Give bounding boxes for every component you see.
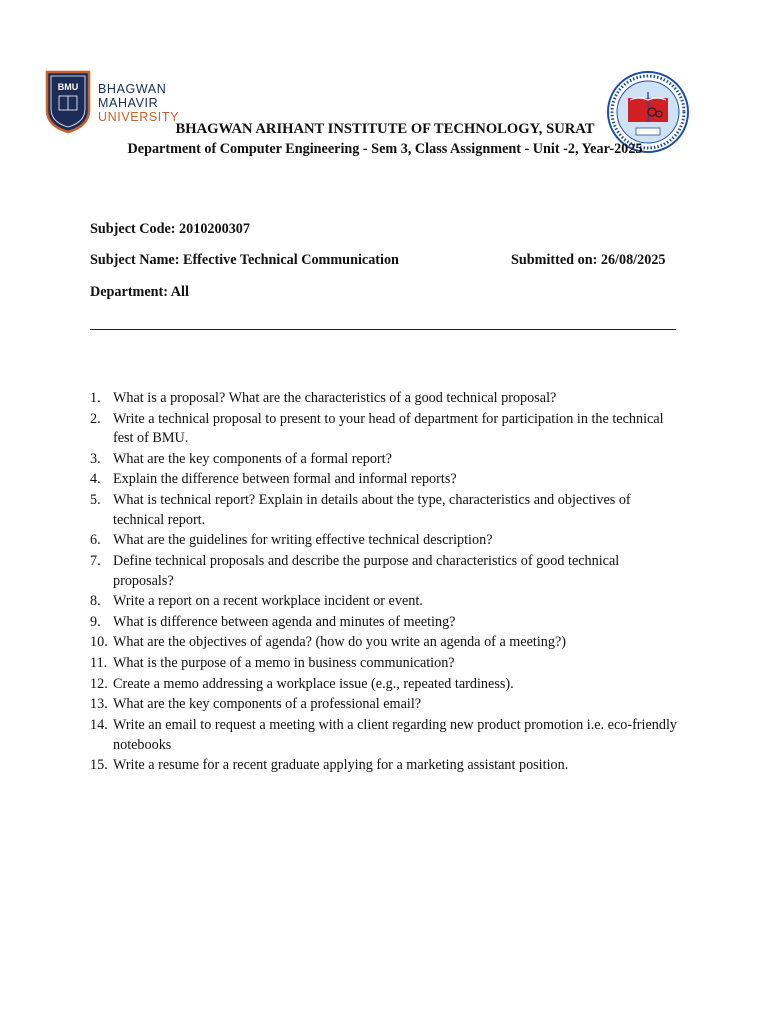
svg-text:BMU: BMU: [57, 82, 79, 92]
question-number: 12.: [90, 675, 108, 692]
question-item: [90, 613, 680, 633]
question-text: Create a memo addressing a workplace issue (e.g., repeated tardiness).: [113, 675, 514, 692]
question-item: [90, 633, 680, 653]
question-number: 6.: [90, 532, 101, 549]
question-text: What is difference between agenda and minutes of meeting?: [113, 613, 456, 630]
question-number: 9.: [90, 613, 101, 630]
university-name-line3: UNIVERSITY: [98, 110, 180, 124]
question-item: [90, 491, 680, 530]
question-number: 15.: [90, 757, 108, 774]
question-list: [90, 389, 680, 777]
subject-name: Subject Name: Effective Technical Communication: [90, 252, 399, 268]
question-number: 3.: [90, 450, 101, 467]
question-text: Define technical proposals and describe the purpose and characteristics of good technical proposals?: [113, 552, 620, 589]
question-item: [90, 470, 680, 490]
question-item: [90, 654, 680, 674]
question-number: 4.: [90, 471, 101, 488]
question-text: Write an email to request a meeting with a client regarding new product promotion i.e. eco-friendly notebooks: [113, 716, 677, 753]
question-item: [90, 716, 680, 755]
question-text: What is a proposal? What are the characteristics of a good technical proposal?: [113, 390, 557, 406]
question-number: 11.: [90, 655, 108, 672]
institute-title: BHAGWAN ARIHANT INSTITUTE OF TECHNOLOGY, SURAT: [175, 121, 595, 137]
university-name-line1: BHAGWAN: [98, 82, 167, 96]
university-name-line2: MAHAVIR: [98, 96, 159, 110]
question-text: What is the purpose of a memo in business communication?: [113, 655, 455, 672]
question-number: 14.: [90, 716, 108, 733]
subject-code: Subject Code: 2010200307: [90, 221, 250, 237]
question-item: [90, 695, 680, 715]
question-number: 7.: [90, 552, 101, 569]
university-name: [98, 82, 179, 124]
question-number: 8.: [90, 593, 101, 610]
question-number: 5.: [90, 492, 101, 509]
section-divider: [90, 329, 676, 330]
question-item: [90, 389, 680, 409]
submission-date: Submitted on: 26/08/2025: [511, 252, 666, 268]
question-text: What are the key components of a formal report?: [113, 450, 392, 467]
question-item: [90, 592, 680, 612]
question-item: [90, 531, 680, 551]
question-number: 13.: [90, 696, 108, 713]
question-item: [90, 552, 680, 591]
question-item: [90, 675, 680, 695]
question-item: [90, 756, 680, 776]
question-text: What are the key components of a professional email?: [113, 696, 422, 713]
department-line: Department: All: [90, 284, 189, 300]
question-item: [90, 410, 680, 449]
question-text: Write a report on a recent workplace incident or event.: [113, 593, 423, 610]
question-number: 1.: [90, 390, 101, 406]
university-shield-icon: [44, 70, 92, 134]
question-text: What is technical report? Explain in details about the type, characteristics and objectives of technical report.: [113, 492, 631, 528]
question-number: 10.: [90, 634, 108, 651]
question-text: Write a technical proposal to present to your head of department for participation in the technical fest of BMU.: [113, 410, 664, 447]
question-item: [90, 450, 680, 470]
question-text: Write a resume for a recent graduate applying for a marketing assistant position.: [113, 757, 569, 774]
question-text: What are the guidelines for writing effective technical description?: [113, 532, 493, 549]
department-subtitle: Department of Computer Engineering - Sem 3, Class Assignment - Unit -2, Year-2025: [127, 141, 643, 157]
question-text: Explain the difference between formal and informal reports?: [113, 471, 457, 488]
question-text: What are the objectives of agenda? (how do you write an agenda of a meeting?): [113, 634, 567, 651]
question-number: 2.: [90, 410, 101, 427]
